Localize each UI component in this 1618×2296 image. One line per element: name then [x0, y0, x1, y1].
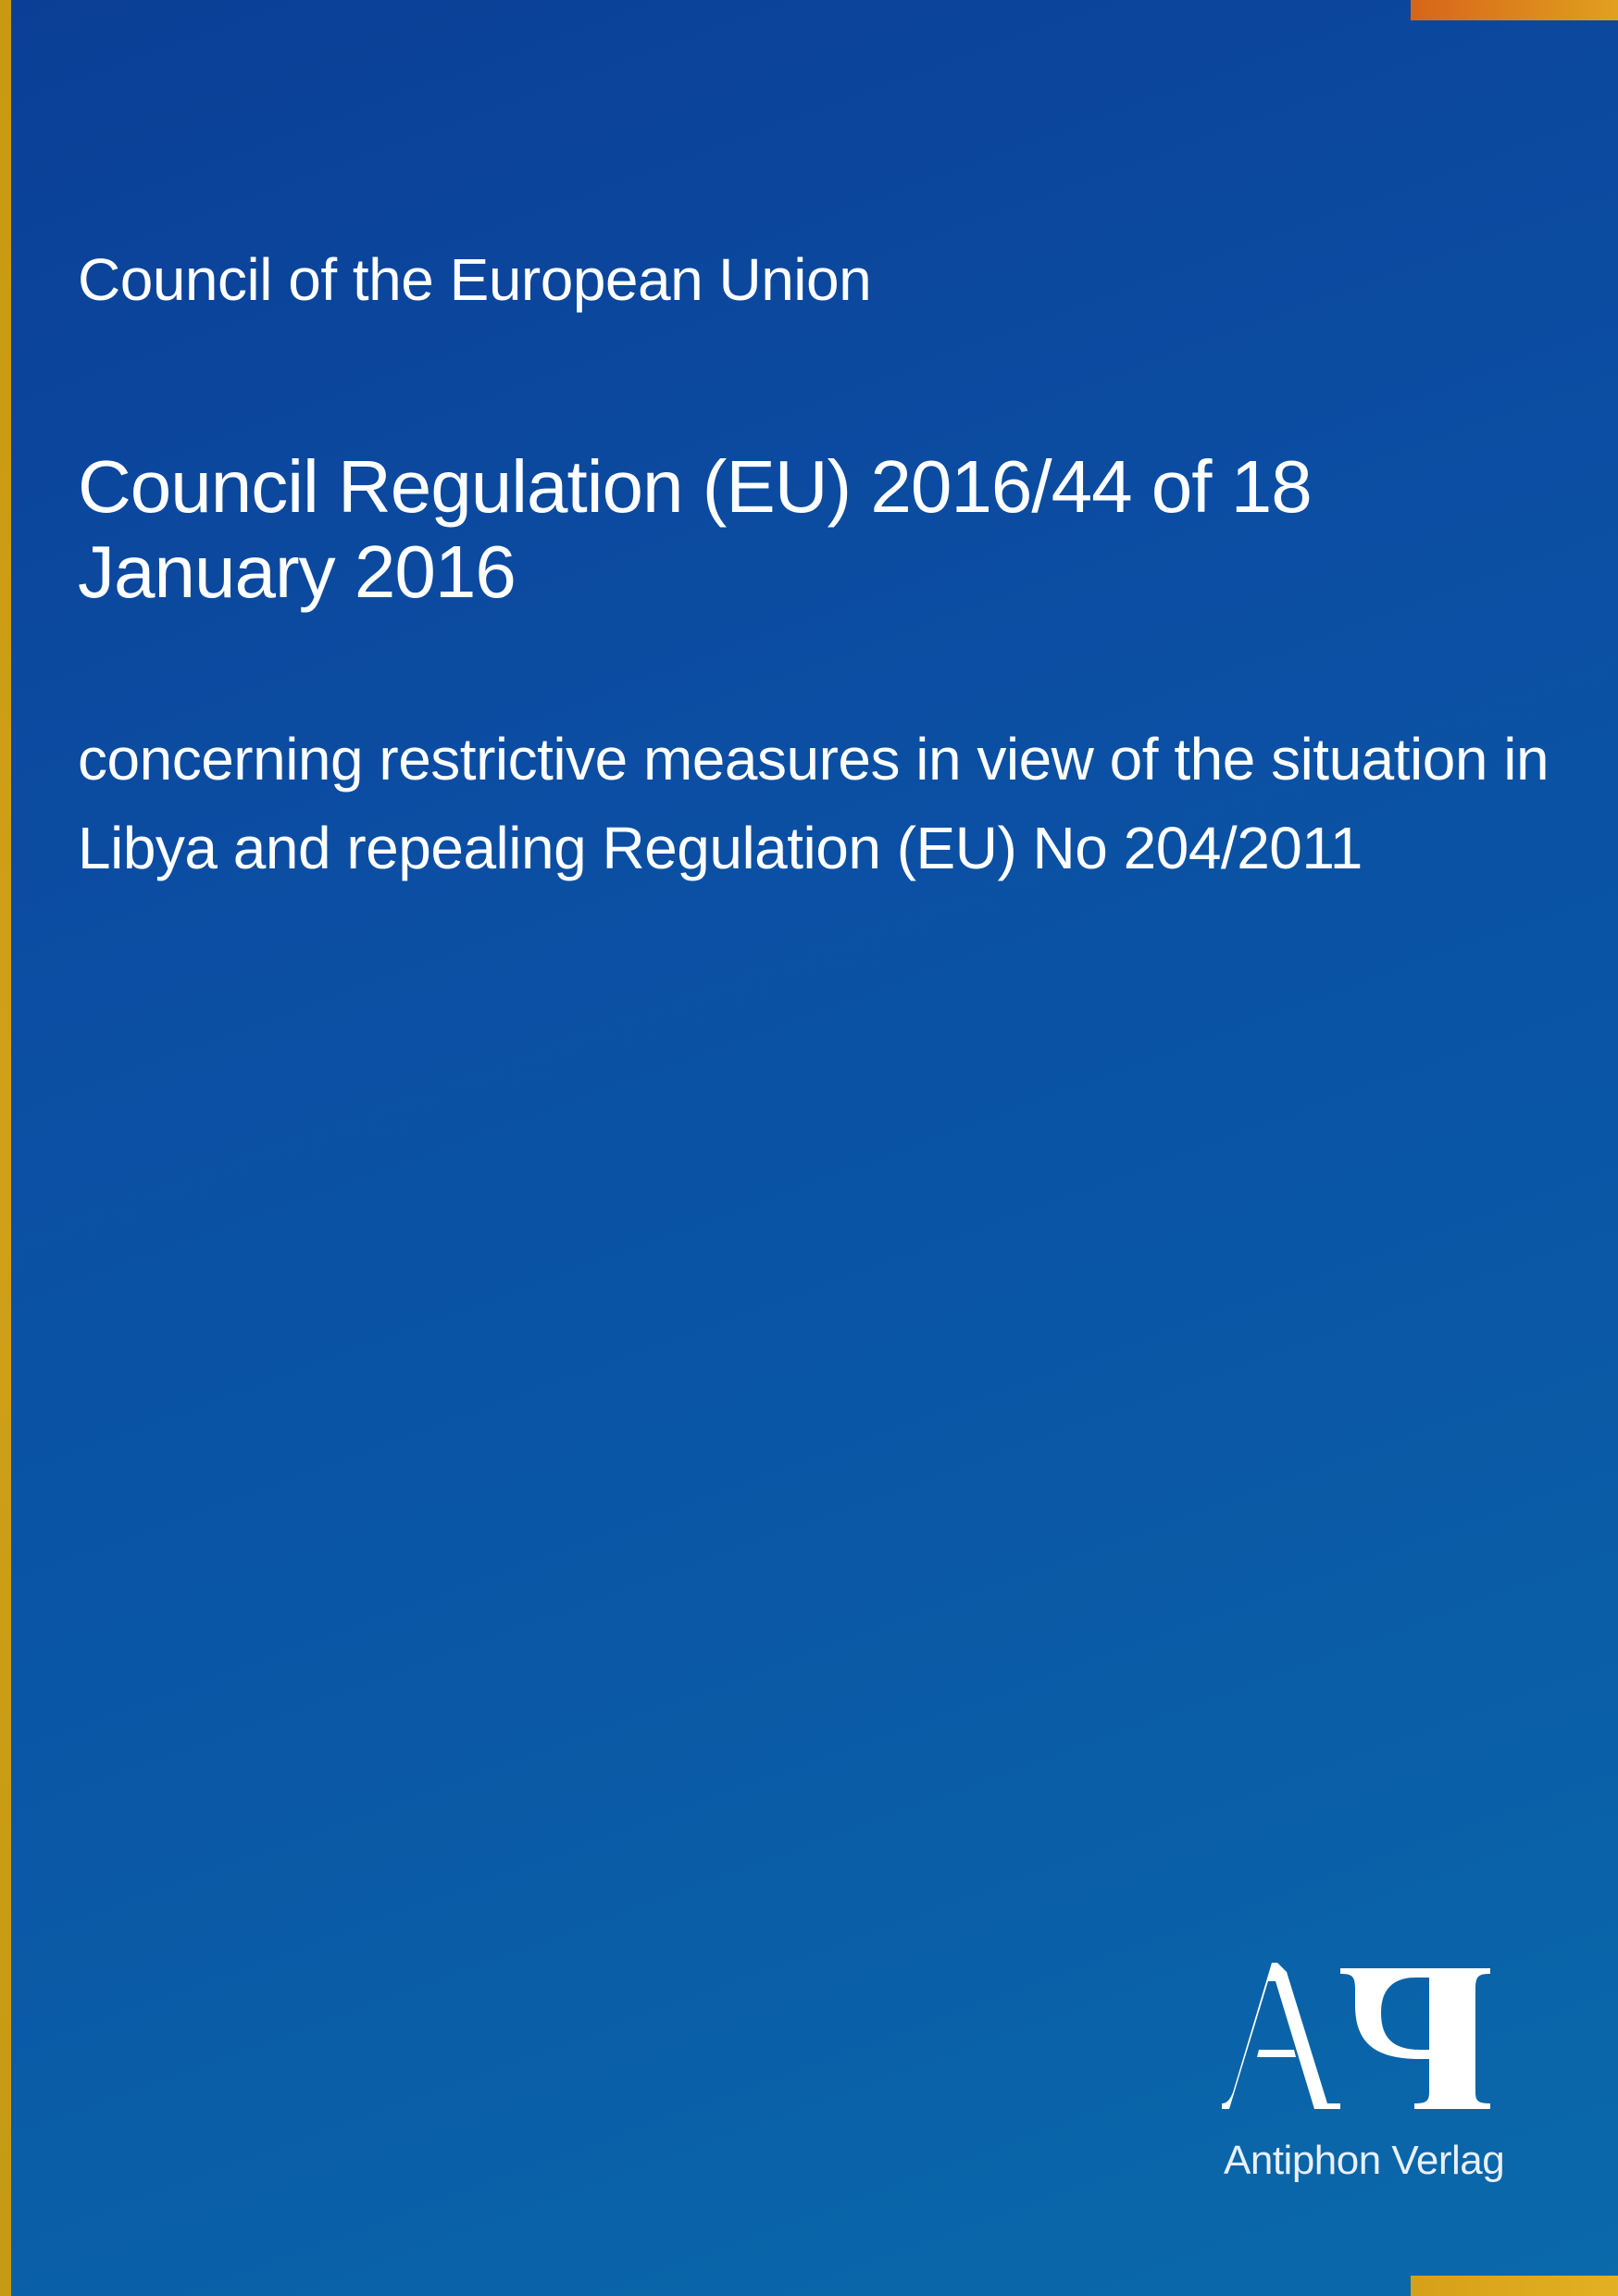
- book-subtitle: concerning restrictive measures in view of the situation in Libya and repealing Regulation (EU) No 204/2011: [78, 726, 1550, 881]
- bottom-right-accent-bar: [1411, 2276, 1618, 2296]
- author-name: Council of the European Union: [78, 246, 872, 313]
- logo-letter-a: [1222, 1963, 1340, 2109]
- publisher-logo: [1222, 1963, 1490, 2111]
- book-title: Council Regulation (EU) 2016/44 of 18 January 2016: [78, 445, 1312, 613]
- top-right-accent-bar: [1411, 0, 1618, 20]
- left-accent-stripe: [0, 0, 11, 2296]
- publisher-name: Antiphon Verlag: [1224, 2138, 1505, 2183]
- logo-letter-reversed-p: [1340, 1968, 1490, 2109]
